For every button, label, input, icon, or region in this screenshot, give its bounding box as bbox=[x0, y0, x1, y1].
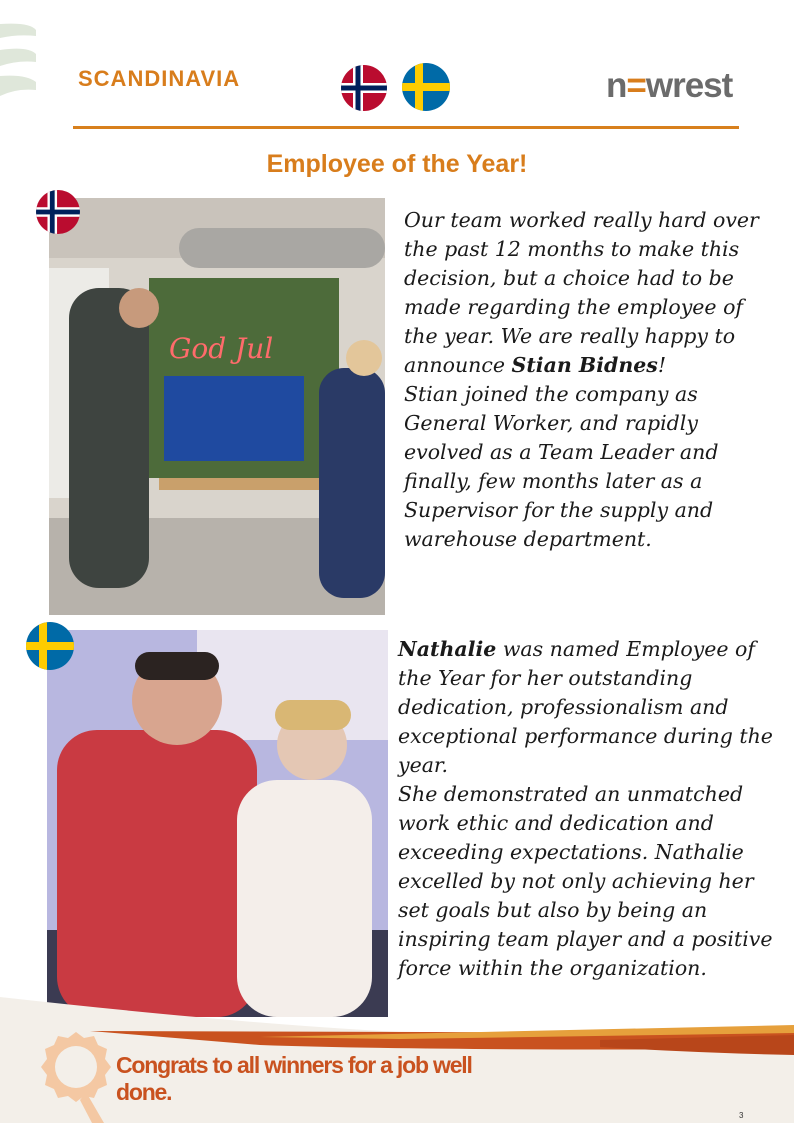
photo-nathalie bbox=[47, 630, 388, 1017]
photo-sign-text: God Jul bbox=[169, 332, 274, 365]
norway-flag-icon bbox=[36, 190, 80, 234]
sweden-flag-icon bbox=[402, 63, 450, 111]
decorative-leaf-shape bbox=[0, 22, 36, 102]
story-stian-exclaim: ! bbox=[657, 353, 667, 377]
page-number: 3 bbox=[739, 1111, 744, 1120]
story-nathalie-details: She demonstrated an unmatched work ethic and dedication and exceeding expectations. Nathalie excelled by not only achieving her set goals but also by being an inspiring team player and a positive force within the organization. bbox=[398, 782, 773, 980]
story-stian-intro: Our team worked really hard over the past 12 months to make this decision, but a choice had to be made regarding the employee of the year. We are really happy to announce bbox=[404, 208, 759, 377]
story-nathalie-intro: was named Employee of the Year for her outstanding dedication, professionalism and exceptional performance during the year. bbox=[398, 637, 773, 777]
sweden-flag-icon bbox=[26, 622, 74, 670]
congrats-message: Congrats to all winners for a job well done. bbox=[116, 1052, 472, 1105]
story-stian-text bbox=[404, 206, 782, 554]
photo-stian-bidnes bbox=[49, 198, 385, 615]
story-nathalie-text bbox=[398, 635, 788, 983]
region-title: SCANDINAVIA bbox=[78, 66, 241, 91]
story-stian-career: Stian joined the company as General Worker, and rapidly evolved as a Team Leader and finally, few months later as a Supervisor for the supply and warehouse department. bbox=[404, 382, 719, 551]
header-divider bbox=[73, 126, 739, 129]
employee-name-nathalie: Nathalie bbox=[398, 637, 497, 661]
employee-name-stian: Stian Bidnes bbox=[511, 353, 658, 377]
award-rosette-icon bbox=[40, 1030, 112, 1123]
newrest-logo: n=wrest bbox=[606, 66, 733, 105]
page-title: Employee of the Year! bbox=[266, 150, 528, 178]
norway-flag-icon bbox=[341, 65, 387, 111]
